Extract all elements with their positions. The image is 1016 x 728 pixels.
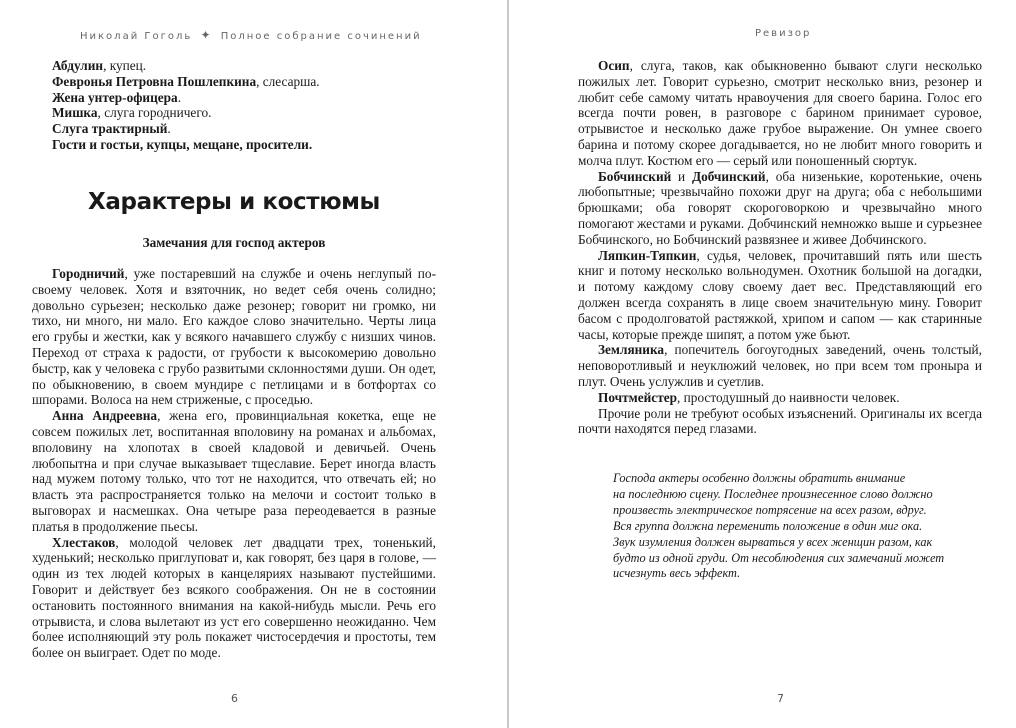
character-descriptions-right — [578, 58, 982, 437]
note-line: Вся группа должна переменить положение в один миг ока. — [613, 518, 923, 533]
cast-item: Жена унтер-офицера. — [52, 89, 182, 105]
chapter-title: Характеры и костюмы — [88, 189, 380, 215]
running-head-book: Полное собрание сочинений — [220, 31, 422, 42]
cast-item: Абдулин, купец. — [52, 58, 147, 73]
note-line: Звук изумления должен вырваться у всех женщин разом, как — [613, 534, 933, 549]
ornament-icon: ✦ — [200, 28, 213, 42]
character-paragraph: Ляпкин-Тяпкин, судья, человек, прочитавший пять или шесть книг и потому несколько вольнодумен. Охотник большой на догадки, и потому каждому слову своему дает вес. Представляющий его должен всегда сохранять в лице своем значительную мину. Говорит басом с продолговатой растяжкой, хрипом и сапом — как старинные часы, которые прежде шипят, а потом уже бьют. — [578, 247, 982, 342]
note-line: на последнюю сцену. Последнее произнесенное слово должно — [613, 486, 933, 501]
cast-item: Гости и гостьи, купцы, мещане, просители. — [52, 136, 313, 152]
character-descriptions-left — [32, 266, 436, 661]
page-number-right: 7 — [777, 692, 784, 705]
page-number-left: 6 — [231, 692, 238, 705]
note-line: Господа актеры особенно должны обратить внимание — [613, 471, 906, 485]
note-line: исчезнуть весь эффект. — [613, 566, 741, 581]
character-paragraph: Бобчинский и Добчинский, оба низенькие, коротенькие, очень любопытные; чрезвычайно похожи друг на друга; оба с небольшими брюшками; оба говорят скороговоркою и чрезвычайно много помогают жестами и руками. Добчинский немножко выше и сурьезнее Бобчинского, но Бобчинский развязнее и живее Добчинского. — [578, 168, 982, 247]
character-paragraph: Осип, слуга, таков, как обыкновенно бывают слуги несколько пожилых лет. Говорит сурьезно, смотрит несколько вниз, резонер и любит себе самому читать нравоучения для своего барина. Голос его всегда почти ровен, в разговоре с барином принимает суровое, отрывистое и несколько даже грубое выражение. Он умнее своего барина и потому скорее догадывается, но не любит много говорить и молча плут. Костюм его — серый или поношенный сюртук. — [578, 58, 982, 168]
note-line: будто из одной груди. От несоблюдения сих замечаний может — [613, 550, 945, 565]
note-line: произвесть электрическое потрясение на всех разом, вдруг. — [613, 502, 927, 517]
actors-note — [613, 471, 973, 582]
right-page — [509, 0, 1016, 728]
running-head-left — [80, 28, 422, 42]
cast-item: Февронья Петровна Пошлепкина, слесарша. — [52, 73, 320, 89]
cast-item: Мишка, слуга городничего. — [52, 105, 212, 121]
running-head-right: Ревизор — [755, 28, 812, 39]
character-paragraph: Почтмейстер, простодушный до наивности человек. — [598, 389, 900, 405]
cast-item: Слуга трактирный. — [52, 121, 171, 137]
closing-paragraph: Прочие роли не требуют особых изъяснений. Оригиналы их всегда почти находятся перед глазами. — [578, 405, 982, 437]
section-subheading: Замечания для господ актеров — [142, 235, 326, 250]
character-paragraph: Хлестаков, молодой человек лет двадцати трех, тоненький, худенький; несколько приглуповат и, как говорят, без царя в голове, — один из тех людей которых в канцеляриях называют пустейшими. Говорит и действует без всякого соображения. Он не в состоянии остановить постоянного внимания на какой-нибудь мысли. Речь его отрывиста, и слова вылетают из уст его совершенно неожиданно. Чем более исполняющий эту роль покажет чистосердечия и простоты, тем более он выиграет. Одет по моде. — [32, 534, 436, 661]
character-paragraph: Анна Андреевна, жена его, провинциальная кокетка, еще не совсем пожилых лет, воспитанная вполовину на романах и альбомах, вполовину на хлопотах в своей кладовой и девичьей. Очень любопытна и при случае выказывает тщеславие. Берет иногда власть над мужем потому только, что тот не находится, что отвечать ей; но власть эта распространяется только на мелочи и состоит только в выговорах и насмешках. Она четыре раза переодевается в разные платья в продолжение пьесы. — [32, 408, 436, 534]
character-paragraph: Городничий, уже постаревший на службе и очень неглупый по-своему человек. Хотя и взяточник, но ведет себя очень солидно; довольно сурьезен; несколько даже резонер; говорит ни громко, ни тихо, ни много, ни мало. Его каждое слово значительно. Черты лица его грубы и жестки, как у всякого начавшего службу с низших чинов. Переход от страха к радости, от грубости к высокомерию довольно быстр, как у человека с грубо развитыми склонностями души. Он одет, по обыкновению, в своем мундире с петлицами и в ботфортах со шпорами. Волоса на нем стриженые, с проседью. — [32, 266, 436, 408]
running-head-author: Николай Гоголь — [80, 31, 193, 42]
character-paragraph: Земляника, попечитель богоугодных заведений, очень толстый, неповоротливый и неуклюжий человек, но при всем том проныра и плут. Очень услужлив и суетлив. — [578, 342, 982, 389]
cast-list — [32, 58, 436, 153]
